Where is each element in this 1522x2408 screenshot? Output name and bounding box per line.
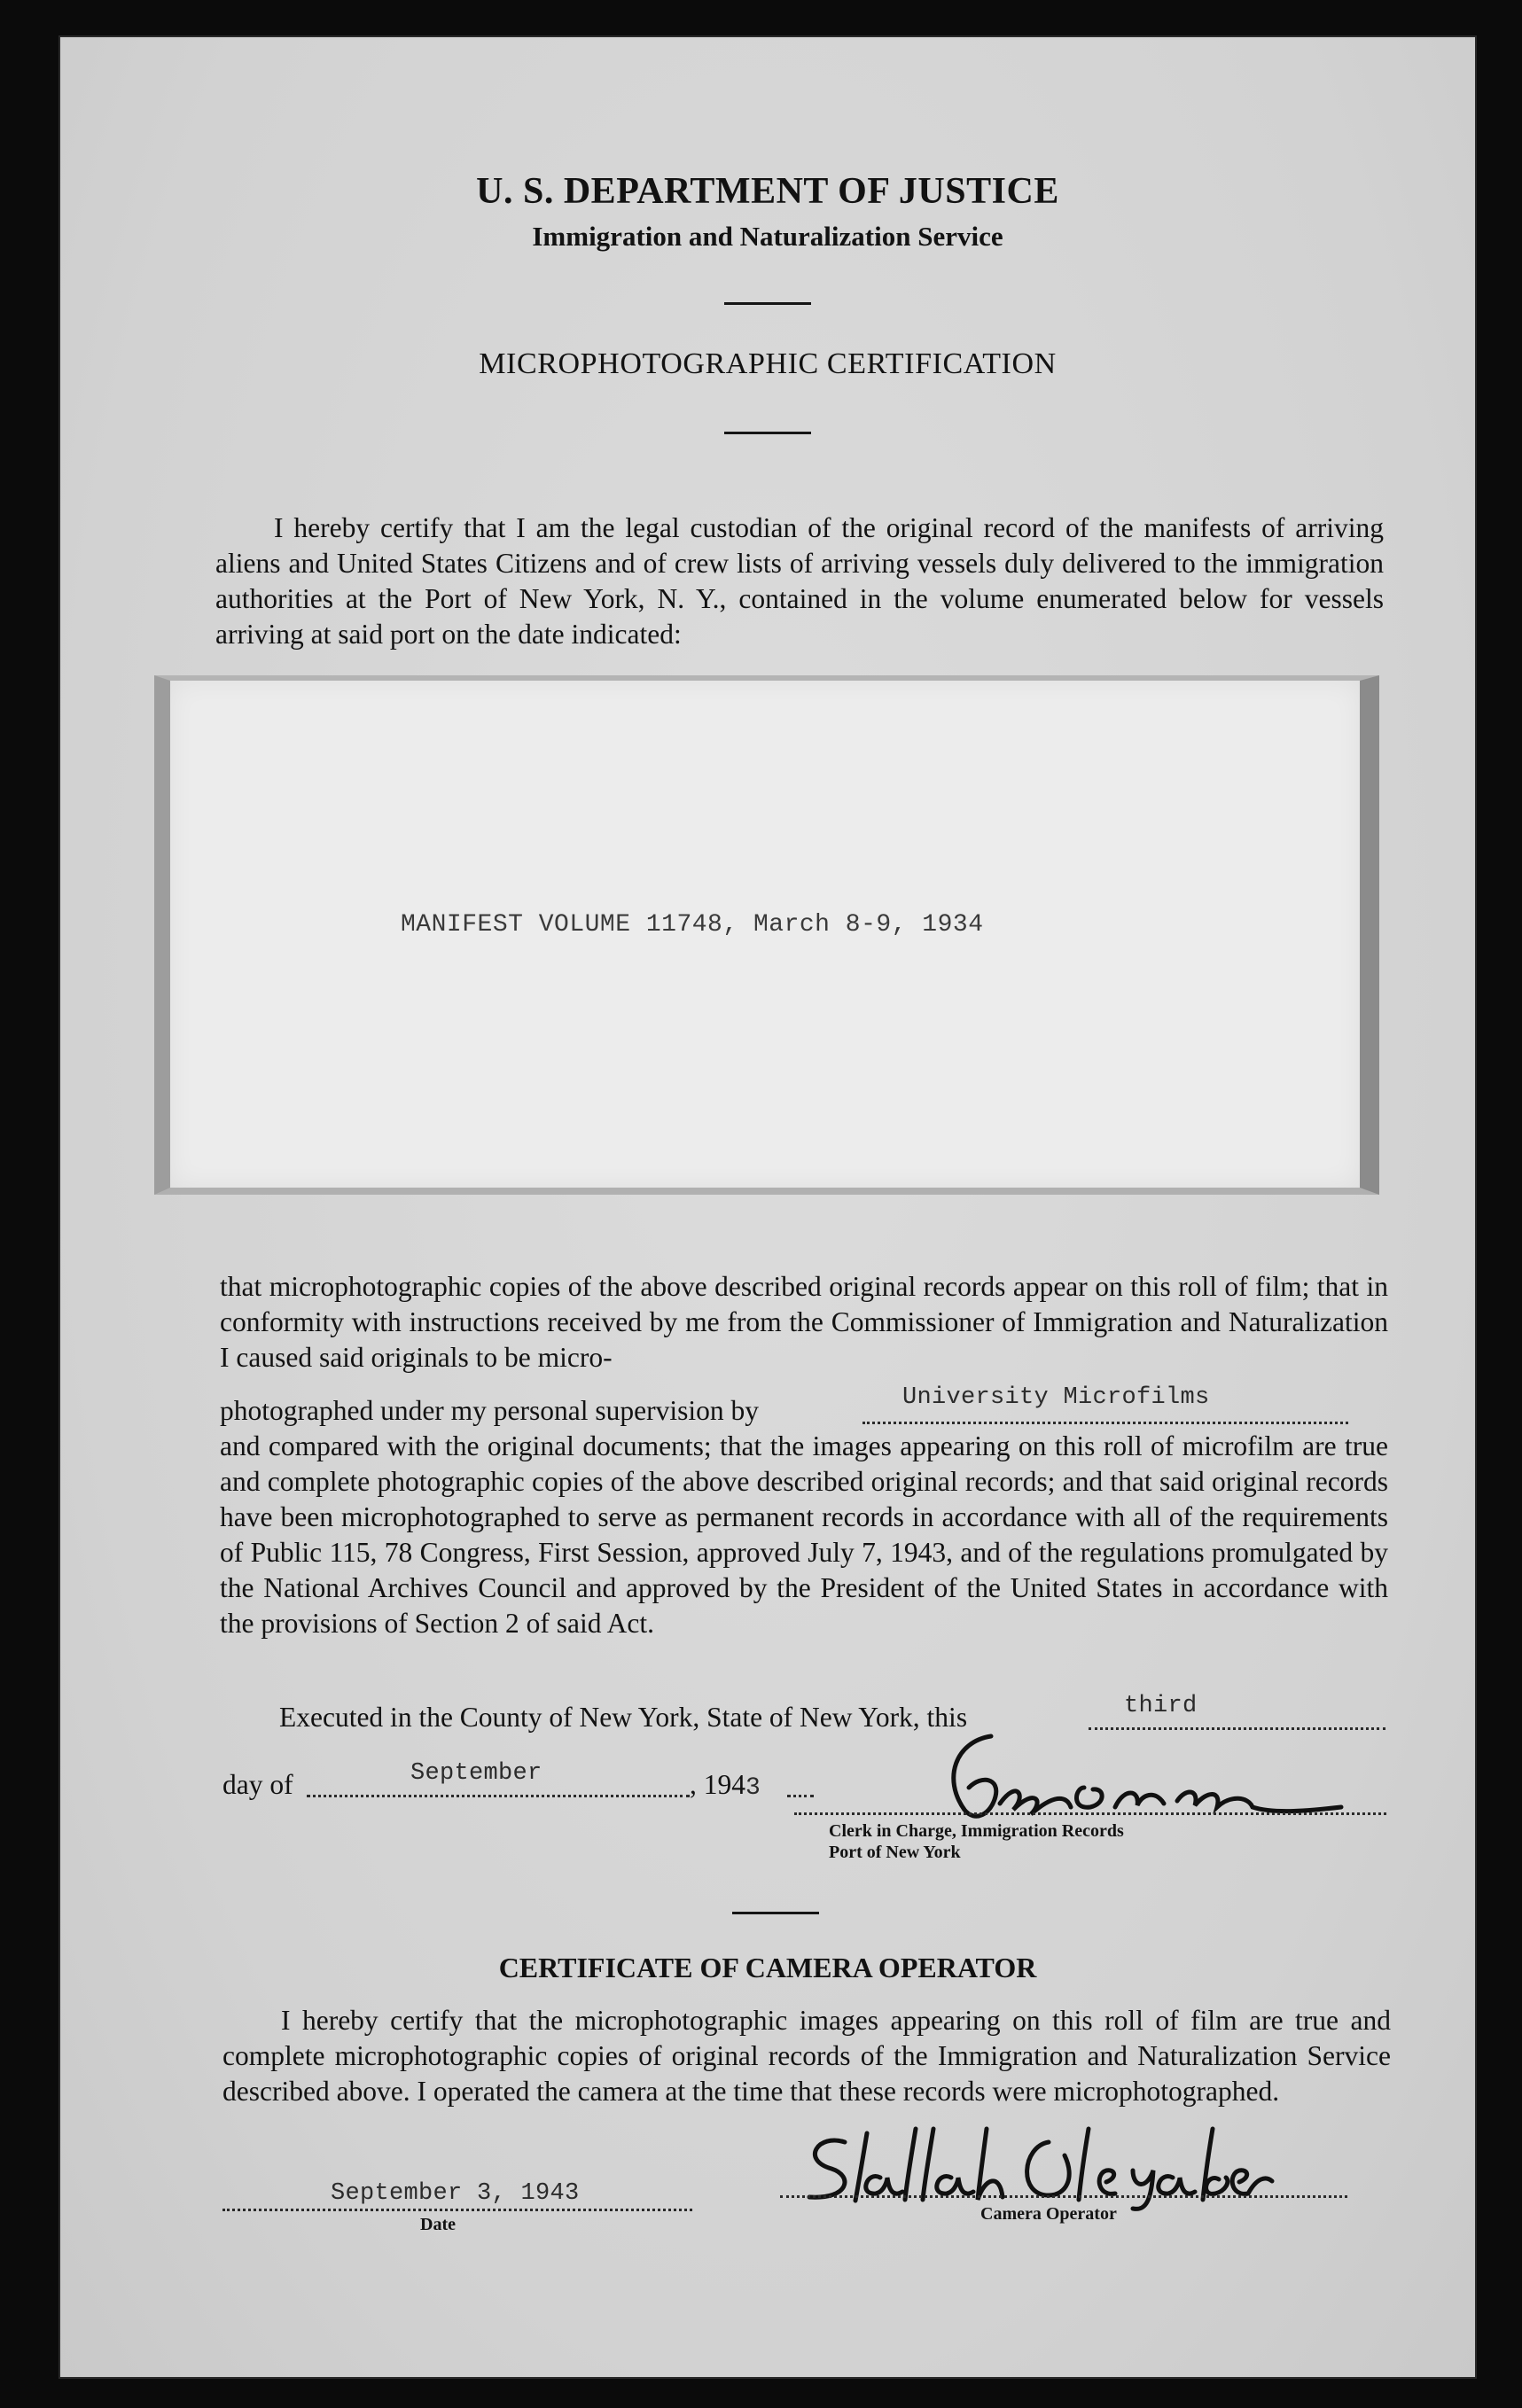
camera-operator-label: Camera Operator <box>980 2204 1117 2224</box>
body-text-part1: that microphotographic copies of the above described original records appear on this roll of film; that in conformity with instructions received by me from the Commissioner of Immigration and Naturalization I caused said originals to be micro- <box>220 1271 1388 1373</box>
operator-signature-line <box>780 2195 1347 2198</box>
clerk-title-line2: Port of New York <box>829 1843 961 1862</box>
month-dotted-line <box>307 1795 690 1797</box>
certification-title: MICROPHOTOGRAPHIC CERTIFICATION <box>479 347 1057 380</box>
year-dotted-line <box>787 1795 814 1797</box>
camera-operator-text: I hereby certify that the microphotographic images appearing on this roll of film are true and complete microphotographic copies of original records of the Immigration and Naturalization Service described above. I operated the camera at the time that these records were microphotographed. <box>222 2005 1391 2107</box>
camera-operator-signature <box>783 2116 1279 2213</box>
day-of-label: day of <box>222 1769 293 1800</box>
photographed-by-value: University Microfilms <box>902 1384 1210 1411</box>
intro-text: I hereby certify that I am the legal custodian of the original record of the manifests of arriving aliens and United States Citizens and of crew lists of arriving vessels duly delivered to the immigration authorities at the Port of New York, N. Y., contained in the volume enumerated below for vessels arriving at said port on the date indicated: <box>215 512 1384 650</box>
body-paragraph-1 <box>220 1269 1388 1375</box>
date-dotted-line <box>222 2209 692 2211</box>
year-digit: 3 <box>745 1774 761 1802</box>
manifest-volume-text: MANIFEST VOLUME 11748, March 8-9, 1934 <box>401 911 984 939</box>
volume-card <box>154 675 1379 1195</box>
month-value: September <box>410 1760 542 1787</box>
body-text-part2: and compared with the original documents; that the images appearing on this roll of microfilm are true and complete photographic copies of the above described original records; and that said original records have been microphotographed to serve as permanent records in accordance with all of the requirements of Public 115, 78 Congress, First Session, approved July 7, 1943, and of the regulations promulgated by the National Archives Council and approved by the President of the United States in accordance with the provisions of Section 2 of said Act. <box>220 1430 1388 1639</box>
camera-operator-title: CERTIFICATE OF CAMERA OPERATOR <box>498 1952 1037 1983</box>
photographed-by-prefix: photographed under my personal supervision by <box>220 1395 760 1426</box>
service-subheading: Immigration and Naturalization Service <box>532 221 1003 252</box>
date-value: September 3, 1943 <box>331 2180 580 2207</box>
clerk-signature-line <box>794 1812 1386 1815</box>
executed-prefix: Executed in the County of New York, State of New York, this <box>279 1702 968 1733</box>
day-value: third <box>1124 1693 1198 1719</box>
divider-rule <box>724 302 811 305</box>
clerk-title-line1: Clerk in Charge, Immigration Records <box>829 1821 1124 1841</box>
certificate-page <box>60 37 1475 2377</box>
intro-paragraph <box>215 510 1384 652</box>
body-paragraph-2 <box>220 1429 1388 1641</box>
divider-rule <box>724 432 811 434</box>
date-label: Date <box>420 2215 456 2234</box>
year-text <box>690 1767 761 1806</box>
divider-rule <box>732 1912 819 1914</box>
photographed-by-dotted-line <box>862 1422 1348 1424</box>
camera-operator-statement <box>222 2003 1391 2109</box>
year-prefix: , 194 <box>690 1769 745 1800</box>
department-heading: U. S. DEPARTMENT OF JUSTICE <box>476 171 1059 212</box>
